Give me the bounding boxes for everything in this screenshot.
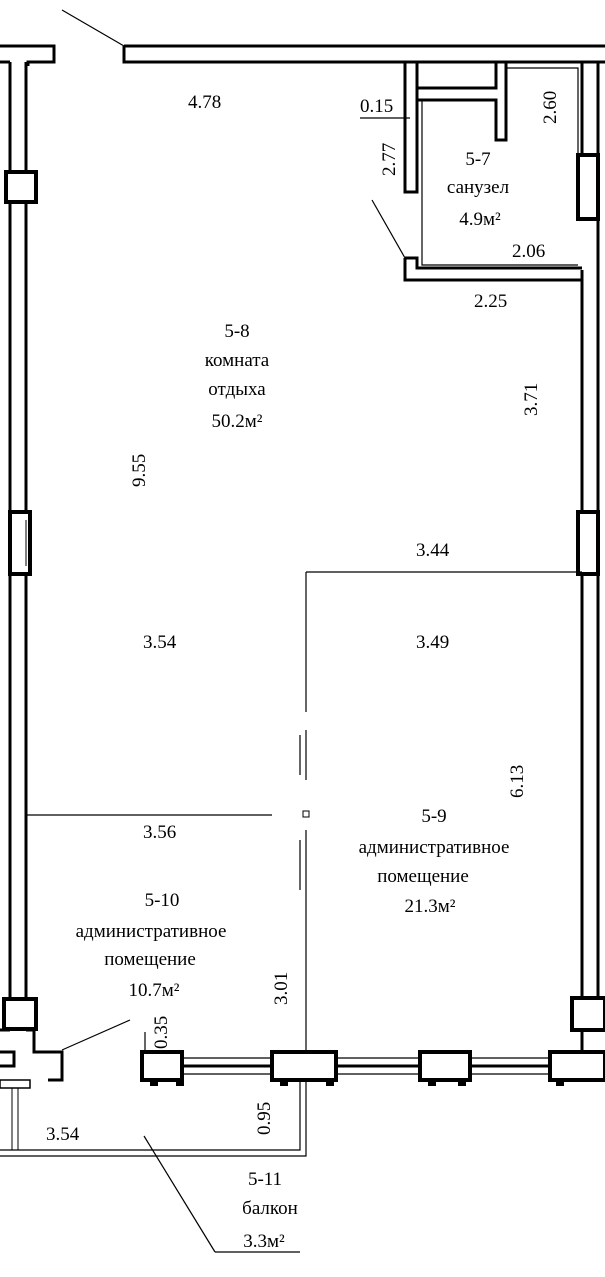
dim-3-54-room: 3.54 <box>143 632 177 653</box>
room-5-10-number: 5-10 <box>144 890 180 911</box>
room-5-9-label <box>359 806 510 917</box>
room-5-10-name-line1: административное <box>75 921 227 942</box>
dim-4-78: 4.78 <box>188 92 222 113</box>
dim-3-71: 3.71 <box>521 382 542 416</box>
room-5-10-name-line2: помещение <box>104 949 196 970</box>
dim-6-13: 6.13 <box>507 764 528 798</box>
dim-0-35: 0.35 <box>151 1015 172 1049</box>
room-5-11-number: 5-11 <box>247 1169 283 1190</box>
room-5-8-name-line1: комната <box>204 350 270 371</box>
room-5-9-name-line1: административное <box>358 837 510 858</box>
room-5-10-label <box>76 890 227 1001</box>
room-5-7-name: санузел <box>446 177 510 198</box>
room-5-8-area: 50.2м² <box>211 411 263 432</box>
dimension-labels <box>46 91 561 1145</box>
room-5-9-area: 21.3м² <box>404 896 456 917</box>
dim-0-15: 0.15 <box>360 96 394 117</box>
dim-9-55: 9.55 <box>129 453 150 487</box>
room-5-9-name-line2: помещение <box>377 866 469 887</box>
top-wall-right <box>124 46 605 62</box>
room-5-11-area: 3.3м² <box>243 1231 285 1252</box>
left-exterior-wall <box>4 62 36 1029</box>
room-5-7-label <box>447 149 510 230</box>
room-5-9-number: 5-9 <box>421 806 447 827</box>
room-5-7-number: 5-7 <box>465 149 491 170</box>
partitions <box>26 572 582 1052</box>
bottom-wall <box>0 1020 605 1150</box>
dim-3-44: 3.44 <box>416 540 450 561</box>
room-5-11-name: балкон <box>242 1198 298 1219</box>
room-5-8-name-line2: отдыха <box>208 379 266 400</box>
right-exterior-wall <box>572 62 605 1030</box>
door-leader-line <box>62 10 124 46</box>
room-5-7-area: 4.9м² <box>459 209 501 230</box>
dim-2-60: 2.60 <box>540 90 561 124</box>
room-5-10-area: 10.7м² <box>128 980 180 1001</box>
dim-0-95: 0.95 <box>254 1101 275 1135</box>
dim-2-25: 2.25 <box>474 291 508 312</box>
dim-3-56: 3.56 <box>143 822 177 843</box>
dim-3-49: 3.49 <box>416 632 450 653</box>
dim-3-01: 3.01 <box>271 971 292 1005</box>
dim-3-54-balcony: 3.54 <box>46 1124 80 1145</box>
room-5-8-number: 5-8 <box>224 321 250 342</box>
dim-2-77: 2.77 <box>379 142 400 176</box>
room-5-8-label <box>205 321 270 432</box>
room-5-11-label <box>242 1169 298 1252</box>
dim-2-06: 2.06 <box>512 241 546 262</box>
